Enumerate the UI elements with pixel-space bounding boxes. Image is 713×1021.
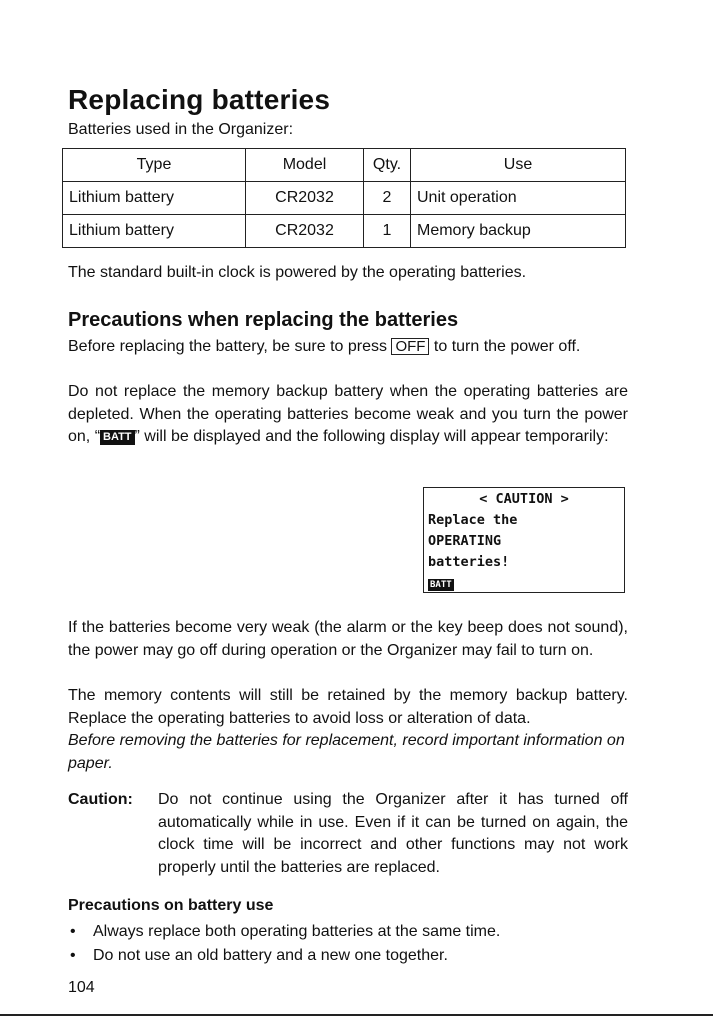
press-off-paragraph — [68, 336, 628, 359]
table-row — [63, 182, 626, 215]
cell-model: CR2032 — [246, 215, 364, 248]
header-model: Model — [246, 149, 364, 182]
page-number: 104 — [68, 979, 95, 996]
backup-warning-text: Do not replace the memory backup battery when the operating batteries are depleted. When the operating batteries become weak and you turn the power on, “ — [68, 383, 628, 445]
press-off-text-end: to turn the power off. — [433, 338, 581, 355]
weak-battery-paragraph: If the batteries become very weak (the alarm or the key beep does not sound), the power may go off during operation or the Organizer may fail to turn on. — [68, 619, 628, 659]
caution-block — [68, 789, 628, 879]
backup-warning-text-end: ” will be displayed and the following display will appear temporarily: — [134, 428, 609, 445]
header-qty: Qty. — [364, 149, 411, 182]
cell-model: CR2032 — [246, 182, 364, 215]
table-row — [63, 215, 626, 248]
table-header-row — [63, 149, 626, 182]
lcd-line-batteries: batteries! — [428, 554, 510, 570]
lcd-batt-icon: BATT — [430, 580, 452, 590]
caution-label: Caution: — [68, 791, 133, 808]
memory-retained-paragraph: The memory contents will still be retained by the memory backup battery. Replace the operating batteries to avoid loss or alteration of data. — [68, 687, 628, 727]
battery-use-heading: Precautions on battery use — [68, 897, 274, 914]
clock-note: The standard built-in clock is powered by the operating batteries. — [68, 264, 527, 281]
cell-type: Lithium battery — [63, 182, 246, 215]
cell-type: Lithium battery — [63, 215, 246, 248]
cell-use: Memory backup — [411, 215, 626, 248]
cell-use: Unit operation — [411, 182, 626, 215]
bottom-divider — [0, 1014, 713, 1016]
header-type: Type — [63, 149, 246, 182]
battery-table — [62, 148, 626, 248]
battery-use-list — [68, 920, 500, 968]
backup-warning-paragraph — [68, 381, 628, 449]
list-item: • Always replace both operating batteries at the same time. — [68, 920, 500, 944]
lcd-line-operating: OPERATING — [428, 533, 502, 549]
precautions-heading: Precautions when replacing the batteries — [68, 309, 459, 331]
header-use: Use — [411, 149, 626, 182]
manual-page — [68, 0, 638, 1021]
page-title: Replacing batteries — [68, 84, 331, 115]
press-off-text: Before replacing the battery, be sure to press — [68, 338, 387, 355]
lcd-caution-display — [423, 487, 625, 593]
lcd-line-caution: < CAUTION > — [479, 491, 569, 507]
cell-qty: 2 — [364, 182, 411, 215]
batt-indicator-icon: BATT — [100, 430, 135, 445]
lcd-line-replace: Replace the — [428, 512, 518, 528]
list-item: • Do not use an old battery and a new one together. — [68, 944, 500, 968]
batteries-intro: Batteries used in the Organizer: — [68, 121, 294, 138]
caution-text: Do not continue using the Organizer after it has turned off automatically while in use. Even if it can be turned on again, the clock time will be incorrect and other functions may not work properly until the batteries are replaced. — [158, 791, 628, 876]
record-info-paragraph: Before removing the batteries for replacement, record important information on paper. — [68, 732, 625, 772]
cell-qty: 1 — [364, 215, 411, 248]
off-key-icon: OFF — [391, 338, 429, 355]
